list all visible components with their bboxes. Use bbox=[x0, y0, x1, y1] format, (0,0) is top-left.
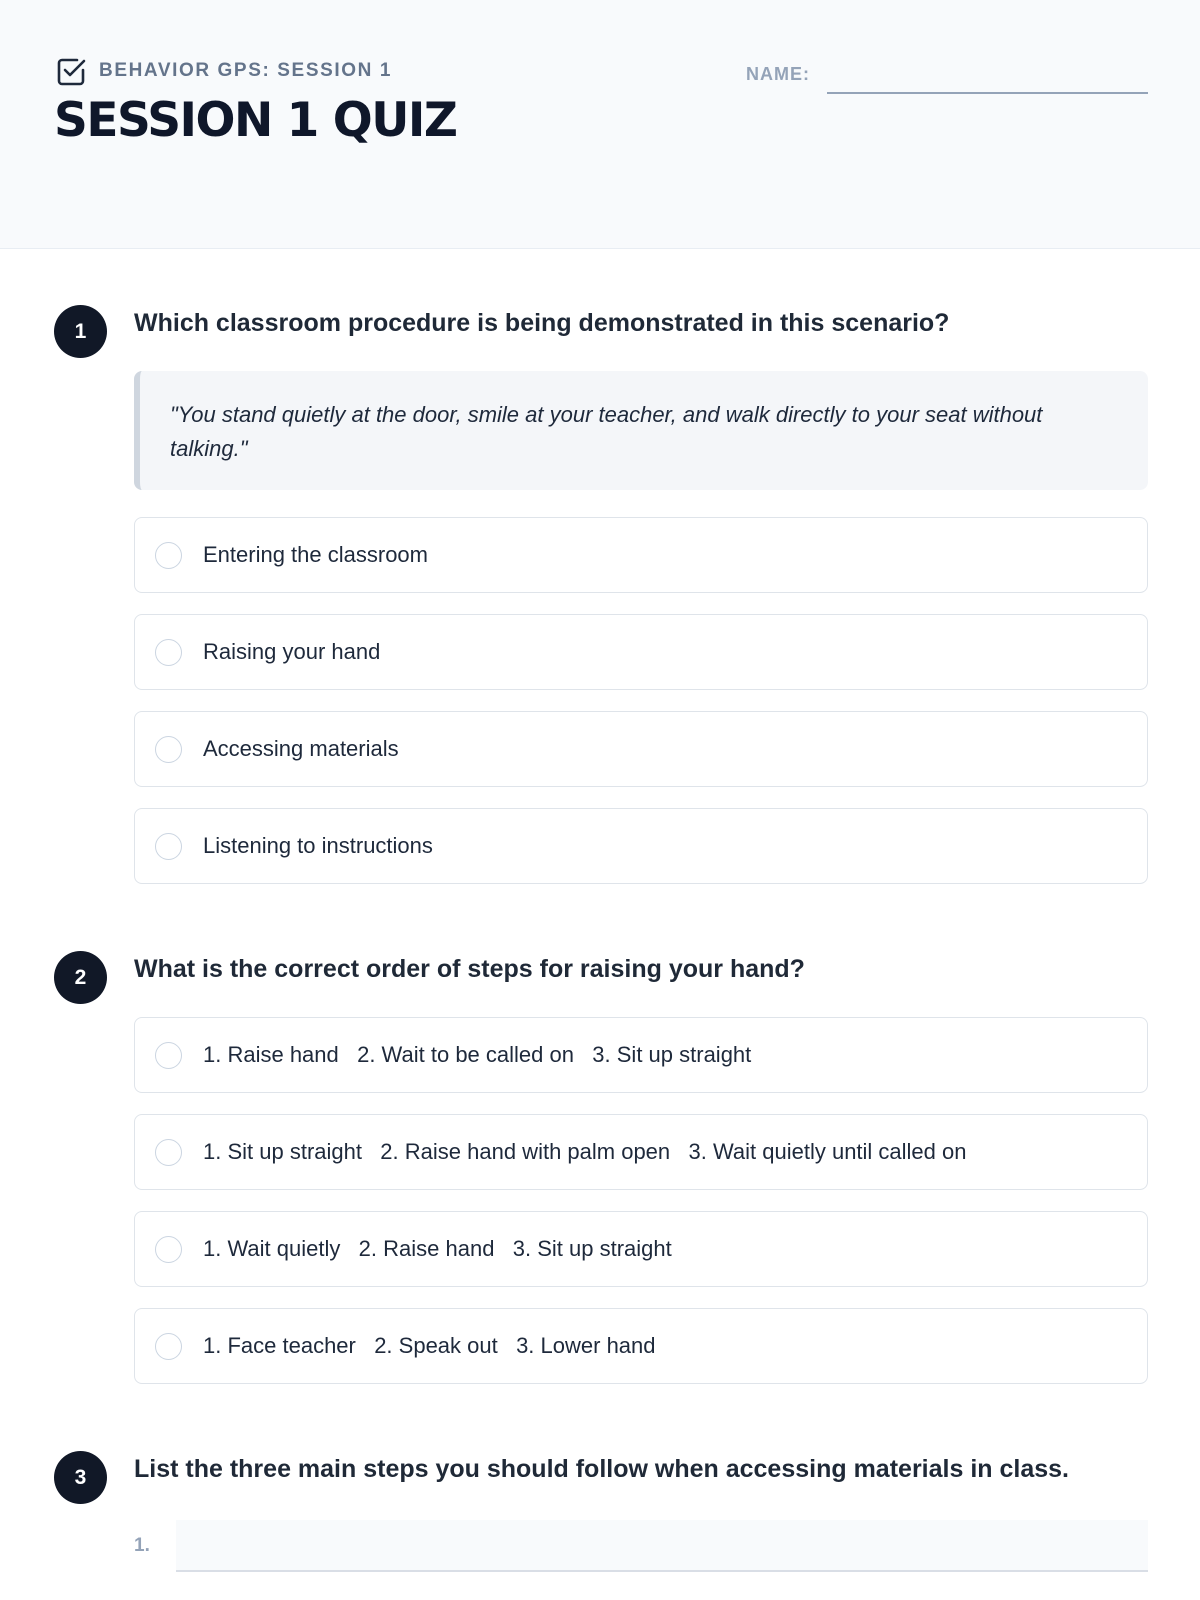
question-number-badge: 2 bbox=[54, 951, 107, 1004]
radio-circle-icon[interactable] bbox=[155, 542, 182, 569]
question-text: Which classroom procedure is being demonstrated in this scenario? bbox=[134, 309, 950, 337]
question-number-badge: 3 bbox=[54, 1451, 107, 1504]
answer-row-1 bbox=[134, 1520, 1148, 1572]
option-label: Accessing materials bbox=[203, 736, 399, 761]
page-title: SESSION 1 QUIZ bbox=[54, 93, 457, 148]
answer-number: 1. bbox=[134, 1535, 150, 1556]
radio-circle-icon[interactable] bbox=[155, 833, 182, 860]
question-number-badge: 1 bbox=[54, 305, 107, 358]
radio-circle-icon[interactable] bbox=[155, 1139, 182, 1166]
option-1b[interactable] bbox=[134, 614, 1148, 690]
option-1c[interactable] bbox=[134, 711, 1148, 787]
checkbox-check-icon bbox=[55, 55, 87, 87]
option-2c[interactable] bbox=[134, 1211, 1148, 1287]
session-eyebrow: BEHAVIOR GPS: SESSION 1 bbox=[99, 60, 393, 81]
option-2d[interactable] bbox=[134, 1308, 1148, 1384]
radio-circle-icon[interactable] bbox=[155, 1236, 182, 1263]
radio-circle-icon[interactable] bbox=[155, 736, 182, 763]
option-2b[interactable] bbox=[134, 1114, 1148, 1190]
option-2a[interactable] bbox=[134, 1017, 1148, 1093]
option-1a[interactable] bbox=[134, 517, 1148, 593]
quiz-header bbox=[0, 0, 1200, 249]
option-label: 1. Sit up straight 2. Raise hand with palm open 3. Wait quietly until called on bbox=[203, 1139, 967, 1164]
option-label: 1. Face teacher 2. Speak out 3. Lower hand bbox=[203, 1333, 656, 1358]
option-1d[interactable] bbox=[134, 808, 1148, 884]
option-label: 1. Wait quietly 2. Raise hand 3. Sit up straight bbox=[203, 1236, 672, 1261]
option-label: Raising your hand bbox=[203, 639, 381, 664]
scenario-quote: "You stand quietly at the door, smile at your teacher, and walk directly to your seat without talking." bbox=[134, 371, 1148, 490]
radio-circle-icon[interactable] bbox=[155, 639, 182, 666]
option-label: 1. Raise hand 2. Wait to be called on 3. Sit up straight bbox=[203, 1042, 752, 1067]
brand bbox=[55, 55, 392, 87]
question-text: What is the correct order of steps for raising your hand? bbox=[134, 955, 805, 983]
name-input-line[interactable] bbox=[827, 92, 1148, 94]
radio-circle-icon[interactable] bbox=[155, 1042, 182, 1069]
radio-circle-icon[interactable] bbox=[155, 1333, 182, 1360]
name-field-group bbox=[746, 58, 1148, 94]
name-label: NAME: bbox=[746, 64, 810, 84]
option-label: Listening to instructions bbox=[203, 833, 433, 858]
question-text: List the three main steps you should follow when accessing materials in class. bbox=[134, 1455, 1069, 1483]
option-label: Entering the classroom bbox=[203, 542, 428, 567]
answer-field-1[interactable] bbox=[176, 1520, 1148, 1572]
